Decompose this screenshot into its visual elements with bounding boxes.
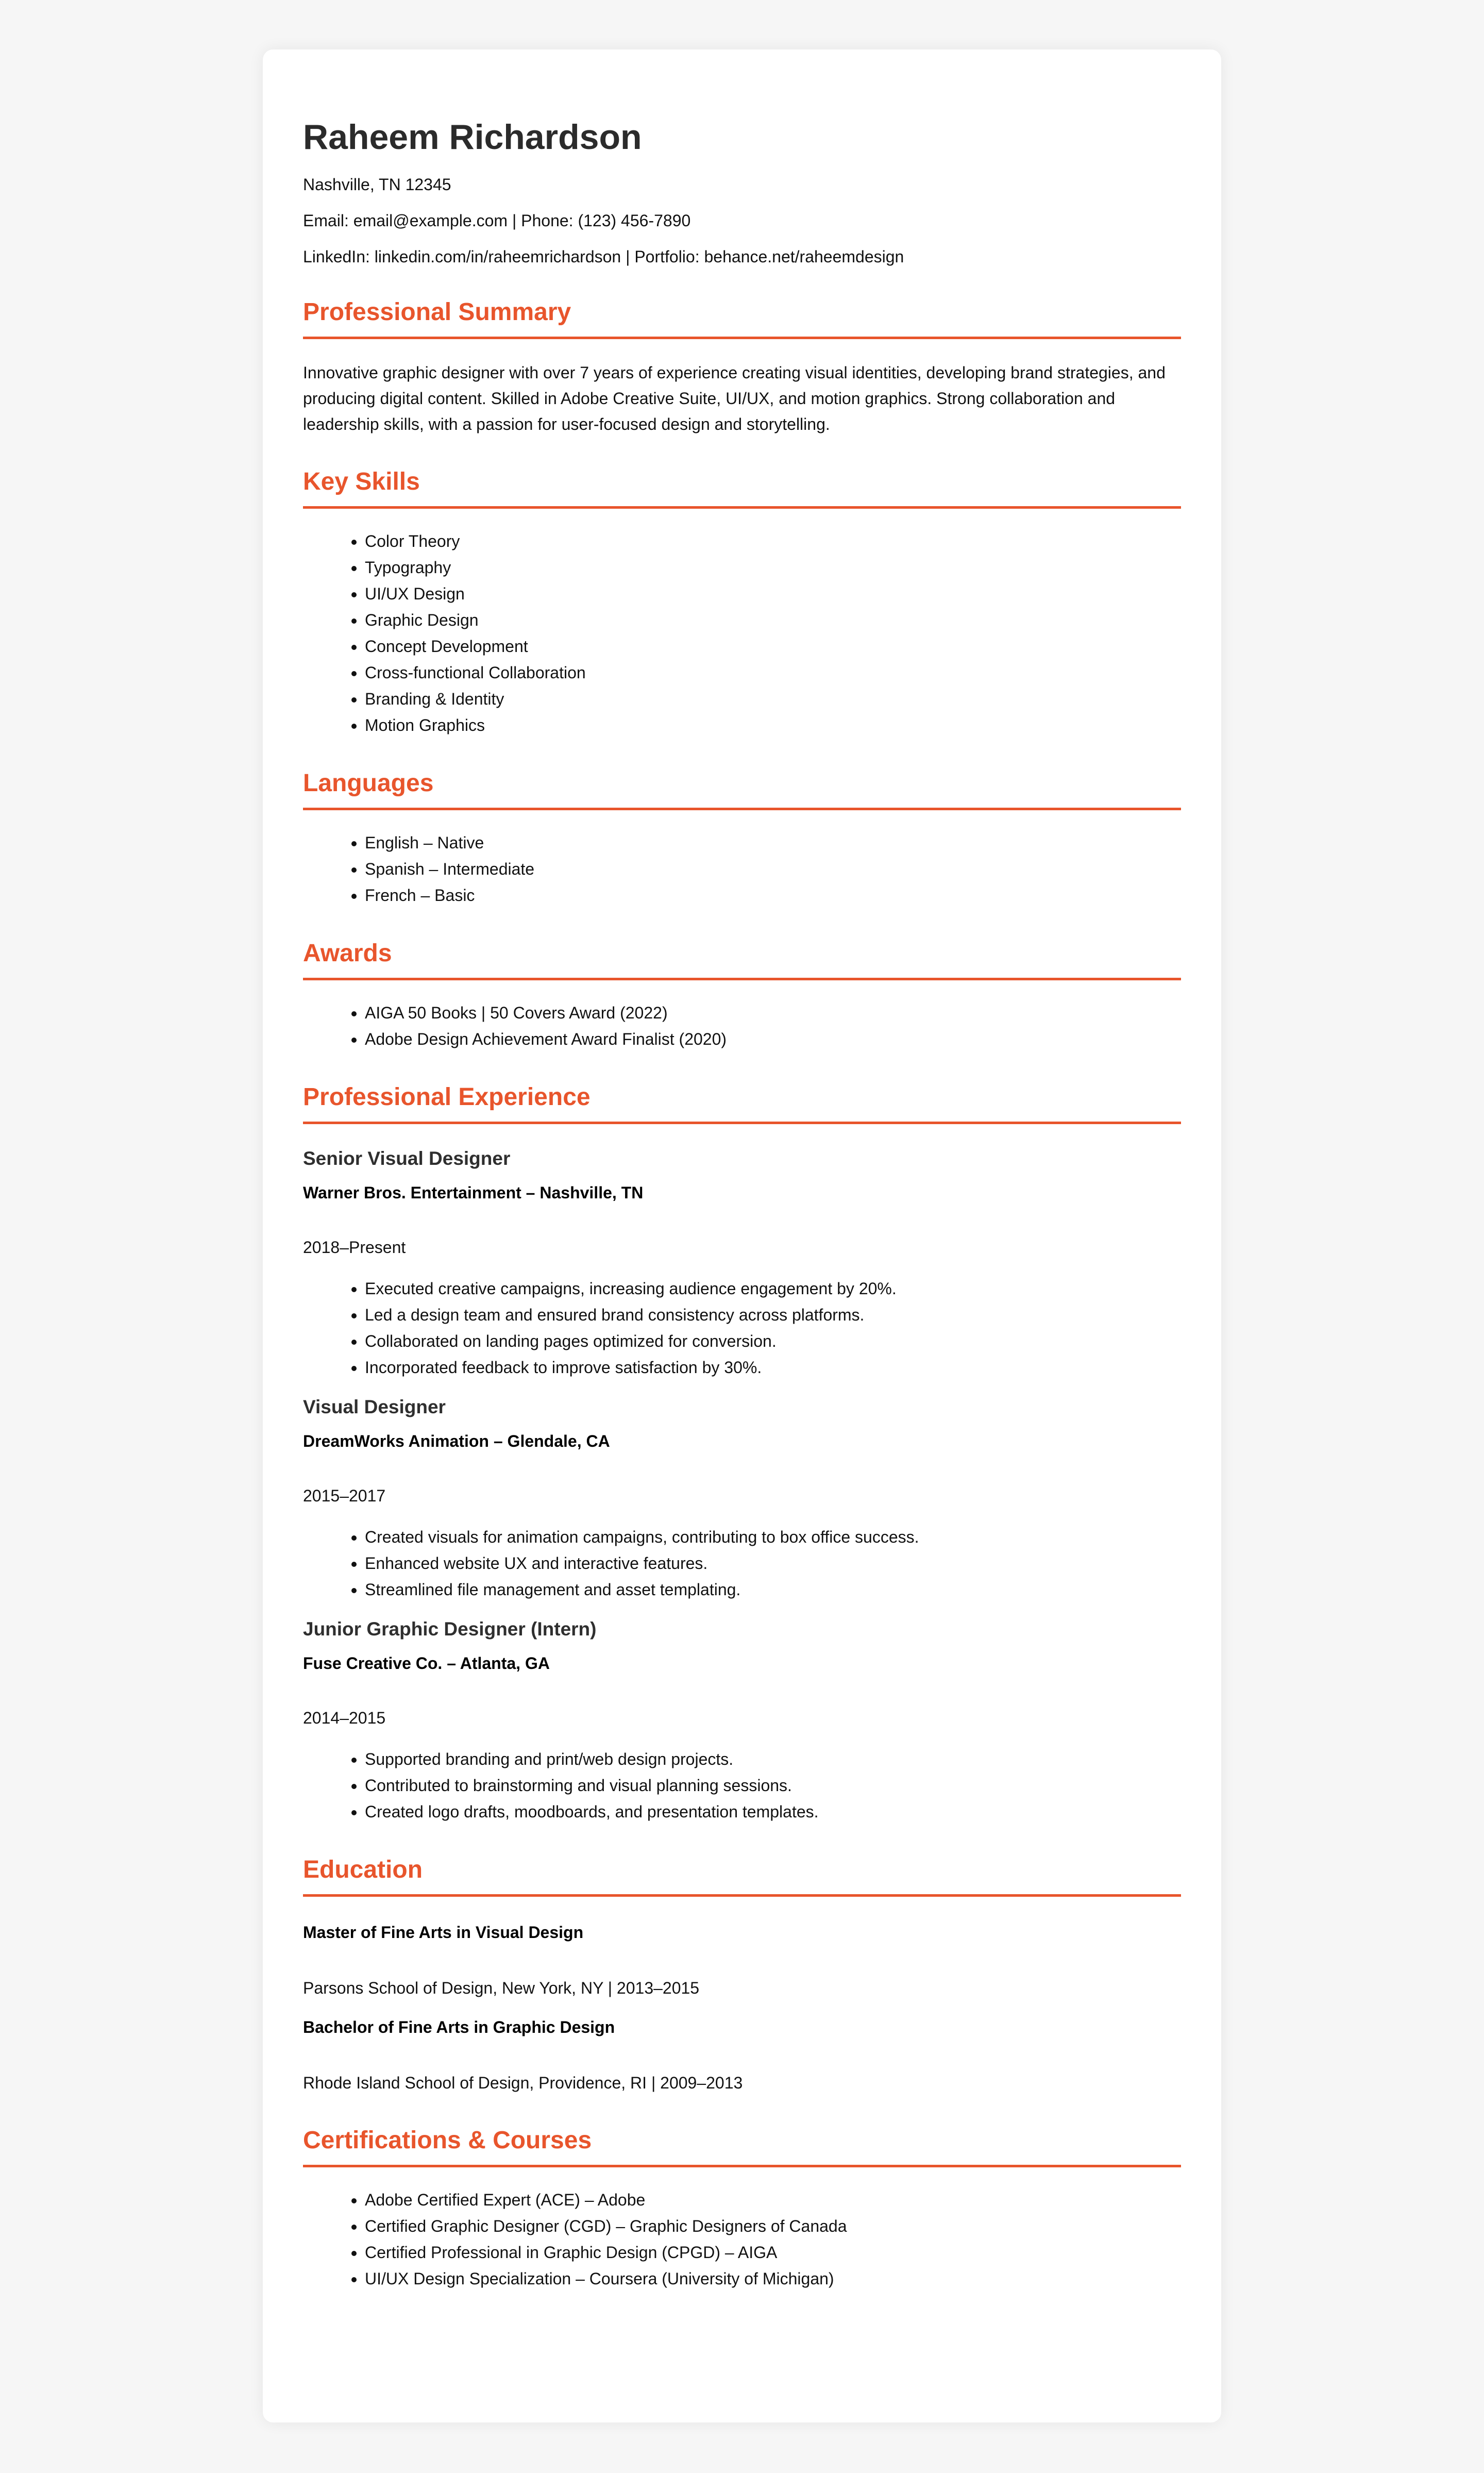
education-degree: Bachelor of Fine Arts in Graphic Design	[303, 2018, 615, 2036]
certifications-heading: Certifications & Courses	[303, 2126, 1181, 2167]
experience-section	[303, 1082, 1181, 1825]
job-dates: 2018–Present	[303, 1238, 406, 1257]
candidate-name: Raheem Richardson	[303, 118, 642, 157]
education-degree: Master of Fine Arts in Visual Design	[303, 1923, 584, 1942]
job-bullet: • Collaborated on landing pages optimized for conversion.	[365, 1328, 1181, 1355]
certification-item: • Adobe Certified Expert (ACE) – Adobe	[365, 2187, 1181, 2213]
education-heading: Education	[303, 1855, 1181, 1897]
skill-item: • Color Theory	[365, 528, 1181, 555]
job-bullet: • Created logo drafts, moodboards, and presentation templates.	[365, 1799, 1181, 1825]
languages-heading: Languages	[303, 768, 1181, 810]
job-title: Junior Graphic Designer (Intern)	[303, 1618, 597, 1640]
language-item: • Spanish – Intermediate	[365, 856, 1181, 882]
job-bullet: • Enhanced website UX and interactive features.	[365, 1550, 1181, 1577]
summary-heading: Professional Summary	[303, 297, 1181, 339]
certifications-section	[303, 2126, 1181, 2292]
awards-list	[303, 1000, 1181, 1052]
job-dates: 2014–2015	[303, 1709, 386, 1727]
education-school: Rhode Island School of Design, Providence, RI | 2009–2013	[303, 2074, 743, 2092]
job-entry	[303, 1395, 1181, 1603]
skills-list	[303, 528, 1181, 739]
education-entry	[303, 1919, 1181, 2001]
education-section	[303, 1855, 1181, 2096]
job-title: Visual Designer	[303, 1396, 446, 1417]
skill-item: • Branding & Identity	[365, 686, 1181, 712]
skill-item: • Graphic Design	[365, 607, 1181, 633]
languages-section	[303, 768, 1181, 909]
certification-item: • Certified Graphic Designer (CGD) – Graphic Designers of Canada	[365, 2213, 1181, 2240]
skill-item: • Cross-functional Collaboration	[365, 660, 1181, 686]
job-bullets	[303, 1746, 1181, 1825]
skills-heading: Key Skills	[303, 467, 1181, 509]
certification-item: • UI/UX Design Specialization – Coursera (University of Michigan)	[365, 2266, 1181, 2292]
job-company: Warner Bros. Entertainment – Nashville, TN	[303, 1183, 644, 1202]
certifications-list	[303, 2187, 1181, 2292]
summary-text: Innovative graphic designer with over 7 years of experience creating visual identities, developing brand strategies, and producing digital content. Skilled in Adobe Creative Suite, UI/UX, and motion graphics. Strong collaboration and leadership skills, with a passion for user-focused design and storytelling.	[303, 363, 1166, 433]
awards-section	[303, 939, 1181, 1052]
job-bullet: • Streamlined file management and asset templating.	[365, 1577, 1181, 1603]
language-item: • English – Native	[365, 830, 1181, 856]
language-item: • French – Basic	[365, 882, 1181, 909]
awards-heading: Awards	[303, 939, 1181, 980]
job-bullet: • Executed creative campaigns, increasing audience engagement by 20%.	[365, 1276, 1181, 1302]
skill-item: • Motion Graphics	[365, 712, 1181, 739]
job-title: Senior Visual Designer	[303, 1148, 511, 1169]
email-phone: Email: email@example.com | Phone: (123) 456-7890	[303, 211, 691, 230]
job-bullet: • Contributed to brainstorming and visual planning sessions.	[365, 1773, 1181, 1799]
job-dates: 2015–2017	[303, 1486, 386, 1505]
skill-item: • Concept Development	[365, 633, 1181, 660]
skill-item: • UI/UX Design	[365, 581, 1181, 607]
job-bullet: • Supported branding and print/web design projects.	[365, 1746, 1181, 1773]
summary-section	[303, 297, 1181, 437]
experience-heading: Professional Experience	[303, 1082, 1181, 1124]
education-entry	[303, 2014, 1181, 2096]
job-entry	[303, 1617, 1181, 1825]
education-school: Parsons School of Design, New York, NY | 2013–2015	[303, 1979, 700, 1997]
certification-item: • Certified Professional in Graphic Design (CPGD) – AIGA	[365, 2240, 1181, 2266]
job-entry	[303, 1147, 1181, 1381]
job-bullets	[303, 1524, 1181, 1603]
job-company: Fuse Creative Co. – Atlanta, GA	[303, 1654, 550, 1673]
languages-list	[303, 830, 1181, 909]
skill-item: • Typography	[365, 555, 1181, 581]
job-bullet: • Led a design team and ensured brand consistency across platforms.	[365, 1302, 1181, 1328]
job-bullet: • Incorporated feedback to improve satisfaction by 30%.	[365, 1355, 1181, 1381]
skills-section	[303, 467, 1181, 739]
job-bullet: • Created visuals for animation campaigns, contributing to box office success.	[365, 1524, 1181, 1550]
award-item: • Adobe Design Achievement Award Finalist (2020)	[365, 1026, 1181, 1052]
job-company: DreamWorks Animation – Glendale, CA	[303, 1432, 610, 1450]
resume-page	[263, 49, 1221, 2422]
job-bullets	[303, 1276, 1181, 1381]
profile-links: LinkedIn: linkedin.com/in/raheemrichardson | Portfolio: behance.net/raheemdesign	[303, 247, 904, 266]
award-item: • AIGA 50 Books | 50 Covers Award (2022)	[365, 1000, 1181, 1026]
location: Nashville, TN 12345	[303, 175, 451, 194]
